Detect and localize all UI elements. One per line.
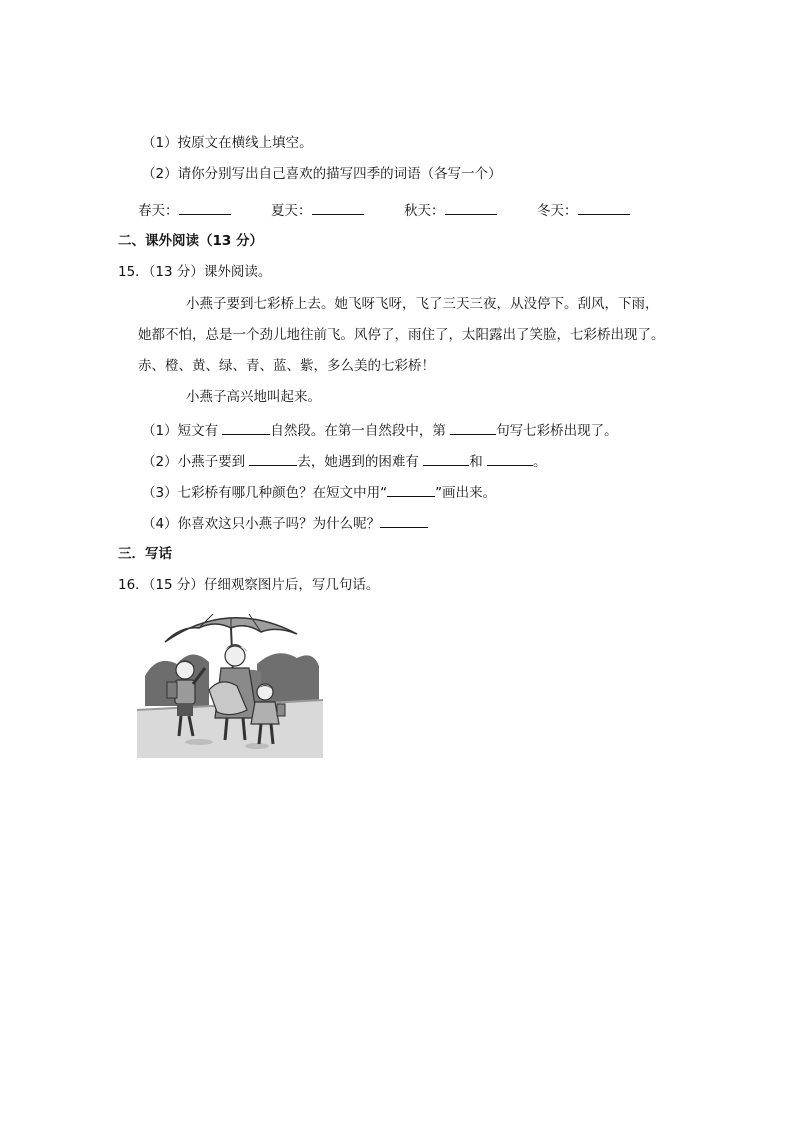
q15-sub4-blank[interactable] <box>380 512 428 528</box>
q15-sub2-blank-difficulty-1[interactable] <box>423 450 469 466</box>
q15-sub1-blank-paragraphs[interactable] <box>222 419 270 435</box>
q15-sub3-text-a: （3）七彩桥有哪几种颜色？在短文中用“ <box>142 485 388 501</box>
passage-line-4: 小燕子高兴地叫起来。 <box>186 389 321 405</box>
q15-sub1-blank-sentence[interactable] <box>450 419 496 435</box>
q15-sub3-blank[interactable] <box>387 481 435 497</box>
q15-sub1-text-b: 自然段。在第一自然段中，第 <box>270 423 451 439</box>
q15-sub2-text-c: 和 <box>469 454 487 470</box>
season-spring-label: 春天： <box>138 203 179 219</box>
season-autumn-label: 秋天： <box>404 203 445 219</box>
q15-header: 15．（13 分）课外阅读。 <box>118 264 272 280</box>
q15-sub2-blank-difficulty-2[interactable] <box>487 450 533 466</box>
season-autumn-blank[interactable] <box>445 199 497 215</box>
season-winter <box>537 199 630 221</box>
q15-sub3 <box>142 481 496 503</box>
season-winter-blank[interactable] <box>578 199 630 215</box>
season-spring-blank[interactable] <box>179 199 231 215</box>
season-summer <box>271 199 364 221</box>
q16-header: 16．（15 分）仔细观察图片后，写几句话。 <box>118 577 380 593</box>
section3-title: 三．写话 <box>118 546 172 562</box>
season-spring <box>138 199 231 221</box>
q14-sub2: （2）请你分别写出自己喜欢的描写四季的词语（各写一个） <box>142 166 502 182</box>
q15-sub2 <box>142 450 546 472</box>
q15-sub2-text-d: 。 <box>532 454 547 470</box>
passage-line-3: 赤、橙、黄、绿、青、蓝、紫，多么美的七彩桥！ <box>138 358 435 374</box>
q15-sub1 <box>142 419 618 441</box>
q14-sub1: （1）按原文在横线上填空。 <box>142 135 313 151</box>
family-under-umbrella-illustration <box>137 606 323 758</box>
q15-sub2-text-b: 去，她遇到的困难有 <box>297 454 424 470</box>
season-winter-label: 冬天： <box>537 203 578 219</box>
passage-line-2: 她都不怕，总是一个劲儿地往前飞。风停了，雨住了，太阳露出了笑脸，七彩桥出现了。 <box>138 327 665 343</box>
q15-sub3-text-b: ”画出来。 <box>435 485 497 501</box>
passage-line-1: 小燕子要到七彩桥上去。她飞呀飞呀，飞了三天三夜，从没停下。刮风，下雨， <box>186 296 659 312</box>
q15-sub2-text-a: （2）小燕子要到 <box>142 454 250 470</box>
q15-sub4-text: （4）你喜欢这只小燕子吗？为什么呢？ <box>142 516 381 532</box>
season-summer-blank[interactable] <box>312 199 364 215</box>
q15-sub4 <box>142 512 428 534</box>
season-autumn <box>404 199 497 221</box>
q15-sub2-blank-destination[interactable] <box>249 450 297 466</box>
section2-title: 二、课外阅读（13 分） <box>118 233 263 249</box>
q15-sub1-text-a: （1）短文有 <box>142 423 223 439</box>
season-summer-label: 夏天： <box>271 203 312 219</box>
q15-sub1-text-c: 句写七彩桥出现了。 <box>496 423 618 439</box>
